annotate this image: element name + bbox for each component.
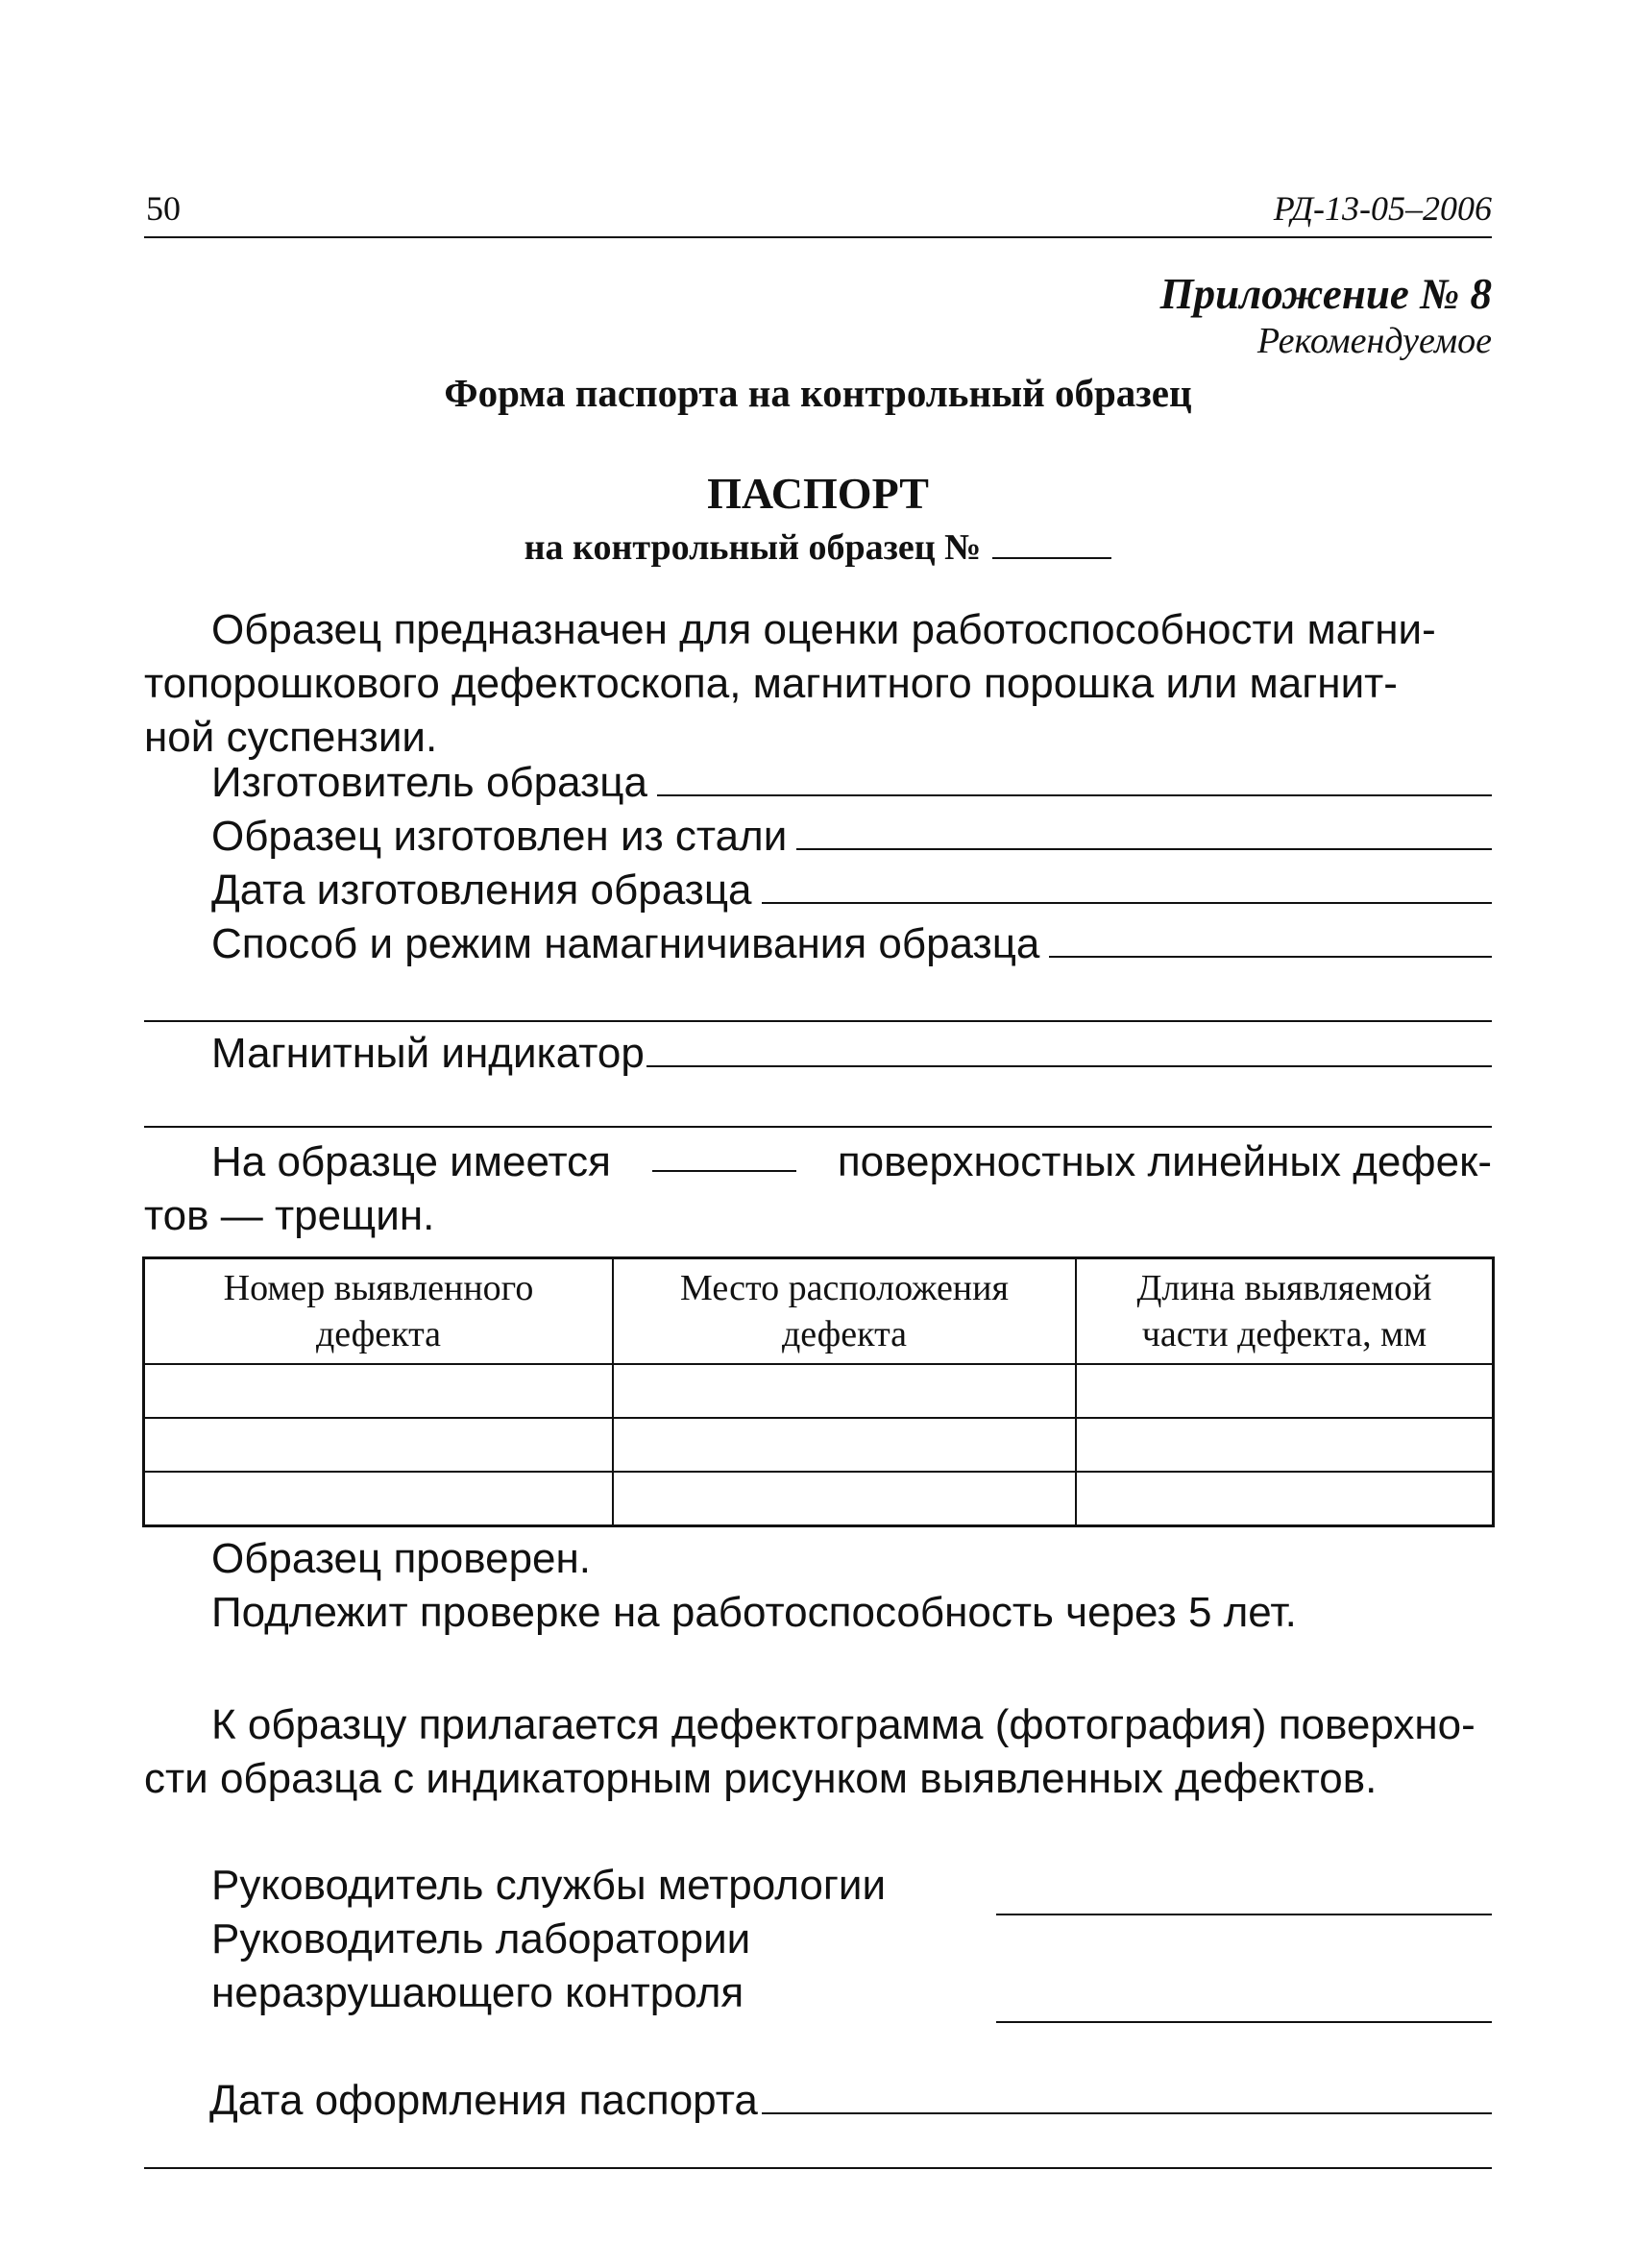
magnetization-blank bbox=[1049, 927, 1492, 958]
manufacturer-blank bbox=[657, 766, 1492, 796]
manufacturer-label: Изготовитель образца bbox=[211, 759, 647, 806]
defects-paragraph bbox=[144, 1135, 1492, 1243]
page-number: 50 bbox=[146, 189, 181, 228]
steel-blank bbox=[796, 819, 1492, 850]
indicator-continuation-rule bbox=[144, 1126, 1492, 1128]
defect-table bbox=[142, 1256, 1495, 1527]
magnetization-label: Способ и режим намагничивания образца bbox=[211, 920, 1040, 967]
table-row bbox=[144, 1418, 1494, 1472]
passport-title: ПАСПОРТ bbox=[707, 469, 929, 518]
date-made-field bbox=[211, 866, 1492, 915]
intro-line: топорошкового дефектоскопа, магнитного порошка или магнит- bbox=[144, 660, 1398, 707]
indicator-field bbox=[211, 1030, 1492, 1078]
steel-field bbox=[211, 813, 1492, 861]
attachment-line: сти образца с индикаторным рисунком выявленных дефектов. bbox=[144, 1755, 1378, 1802]
passport-subtitle-text: на контрольный образец № bbox=[524, 527, 982, 568]
defects-text-start: На образце имеется bbox=[211, 1138, 611, 1185]
checked-text: Образец проверен. bbox=[211, 1535, 592, 1582]
metrology-head-signature-line bbox=[996, 1914, 1492, 1915]
table-cell[interactable] bbox=[613, 1418, 1076, 1472]
issue-date-field bbox=[209, 2077, 1492, 2125]
defect-table-body bbox=[144, 1364, 1494, 1526]
recheck-text: Подлежит проверке на работоспособность через 5 лет. bbox=[211, 1589, 1297, 1636]
column-header-defect-location: Место расположения дефекта bbox=[613, 1258, 1076, 1365]
intro-line: ной суспензии. bbox=[144, 714, 438, 761]
metrology-head-label: Руководитель службы метрологии bbox=[211, 1862, 887, 1909]
lab-head-signature-line bbox=[996, 2021, 1492, 2023]
defect-count-blank bbox=[652, 1135, 796, 1172]
lab-head-label-line1: Руководитель лаборатории bbox=[211, 1915, 751, 1963]
steel-label: Образец изготовлен из стали bbox=[211, 813, 788, 860]
passport-subtitle bbox=[144, 526, 1492, 569]
table-cell[interactable] bbox=[144, 1364, 614, 1418]
magnetization-field bbox=[211, 920, 1492, 968]
magnetization-continuation-rule bbox=[144, 1020, 1492, 1022]
defects-text-line2: тов — трещин. bbox=[144, 1192, 435, 1239]
table-row bbox=[144, 1472, 1494, 1526]
appendix-status: Рекомендуемое bbox=[1256, 321, 1492, 361]
date-made-label: Дата изготовления образца bbox=[211, 866, 752, 914]
issue-date-blank bbox=[762, 2084, 1492, 2114]
intro-line: Образец предназначен для оценки работоспособности магни- bbox=[211, 606, 1436, 653]
table-cell[interactable] bbox=[144, 1418, 614, 1472]
table-cell[interactable] bbox=[1076, 1472, 1494, 1526]
attachment-paragraph bbox=[144, 1698, 1492, 1806]
column-header-defect-number: Номер выявленного дефекта bbox=[144, 1258, 614, 1365]
form-title: Форма паспорта на контрольный образец bbox=[444, 371, 1192, 415]
footer-rule bbox=[144, 2167, 1492, 2169]
defects-text-end: поверхностных линейных дефек- bbox=[837, 1138, 1492, 1185]
column-header-defect-length: Длина выявляемой части дефекта, мм bbox=[1076, 1258, 1494, 1365]
table-cell[interactable] bbox=[1076, 1364, 1494, 1418]
table-cell[interactable] bbox=[144, 1472, 614, 1526]
indicator-blank bbox=[646, 1036, 1492, 1067]
appendix-title: Приложение № 8 bbox=[1159, 270, 1492, 318]
date-made-blank bbox=[762, 873, 1492, 904]
table-cell[interactable] bbox=[1076, 1418, 1494, 1472]
manufacturer-field bbox=[211, 759, 1492, 807]
lab-head-label-line2: неразрушающего контроля bbox=[211, 1969, 744, 2016]
table-row bbox=[144, 1364, 1494, 1418]
table-header-row bbox=[144, 1258, 1494, 1365]
indicator-label: Магнитный индикатор bbox=[211, 1030, 645, 1077]
table-cell[interactable] bbox=[613, 1472, 1076, 1526]
document-code: РД-13-05–2006 bbox=[1273, 189, 1492, 228]
attachment-line: К образцу прилагается дефектограмма (фотография) поверхно- bbox=[211, 1701, 1475, 1748]
table-cell[interactable] bbox=[613, 1364, 1076, 1418]
sample-number-blank bbox=[992, 528, 1111, 559]
intro-paragraph bbox=[144, 603, 1492, 765]
issue-date-label: Дата оформления паспорта bbox=[209, 2077, 758, 2124]
header-rule bbox=[144, 236, 1492, 238]
